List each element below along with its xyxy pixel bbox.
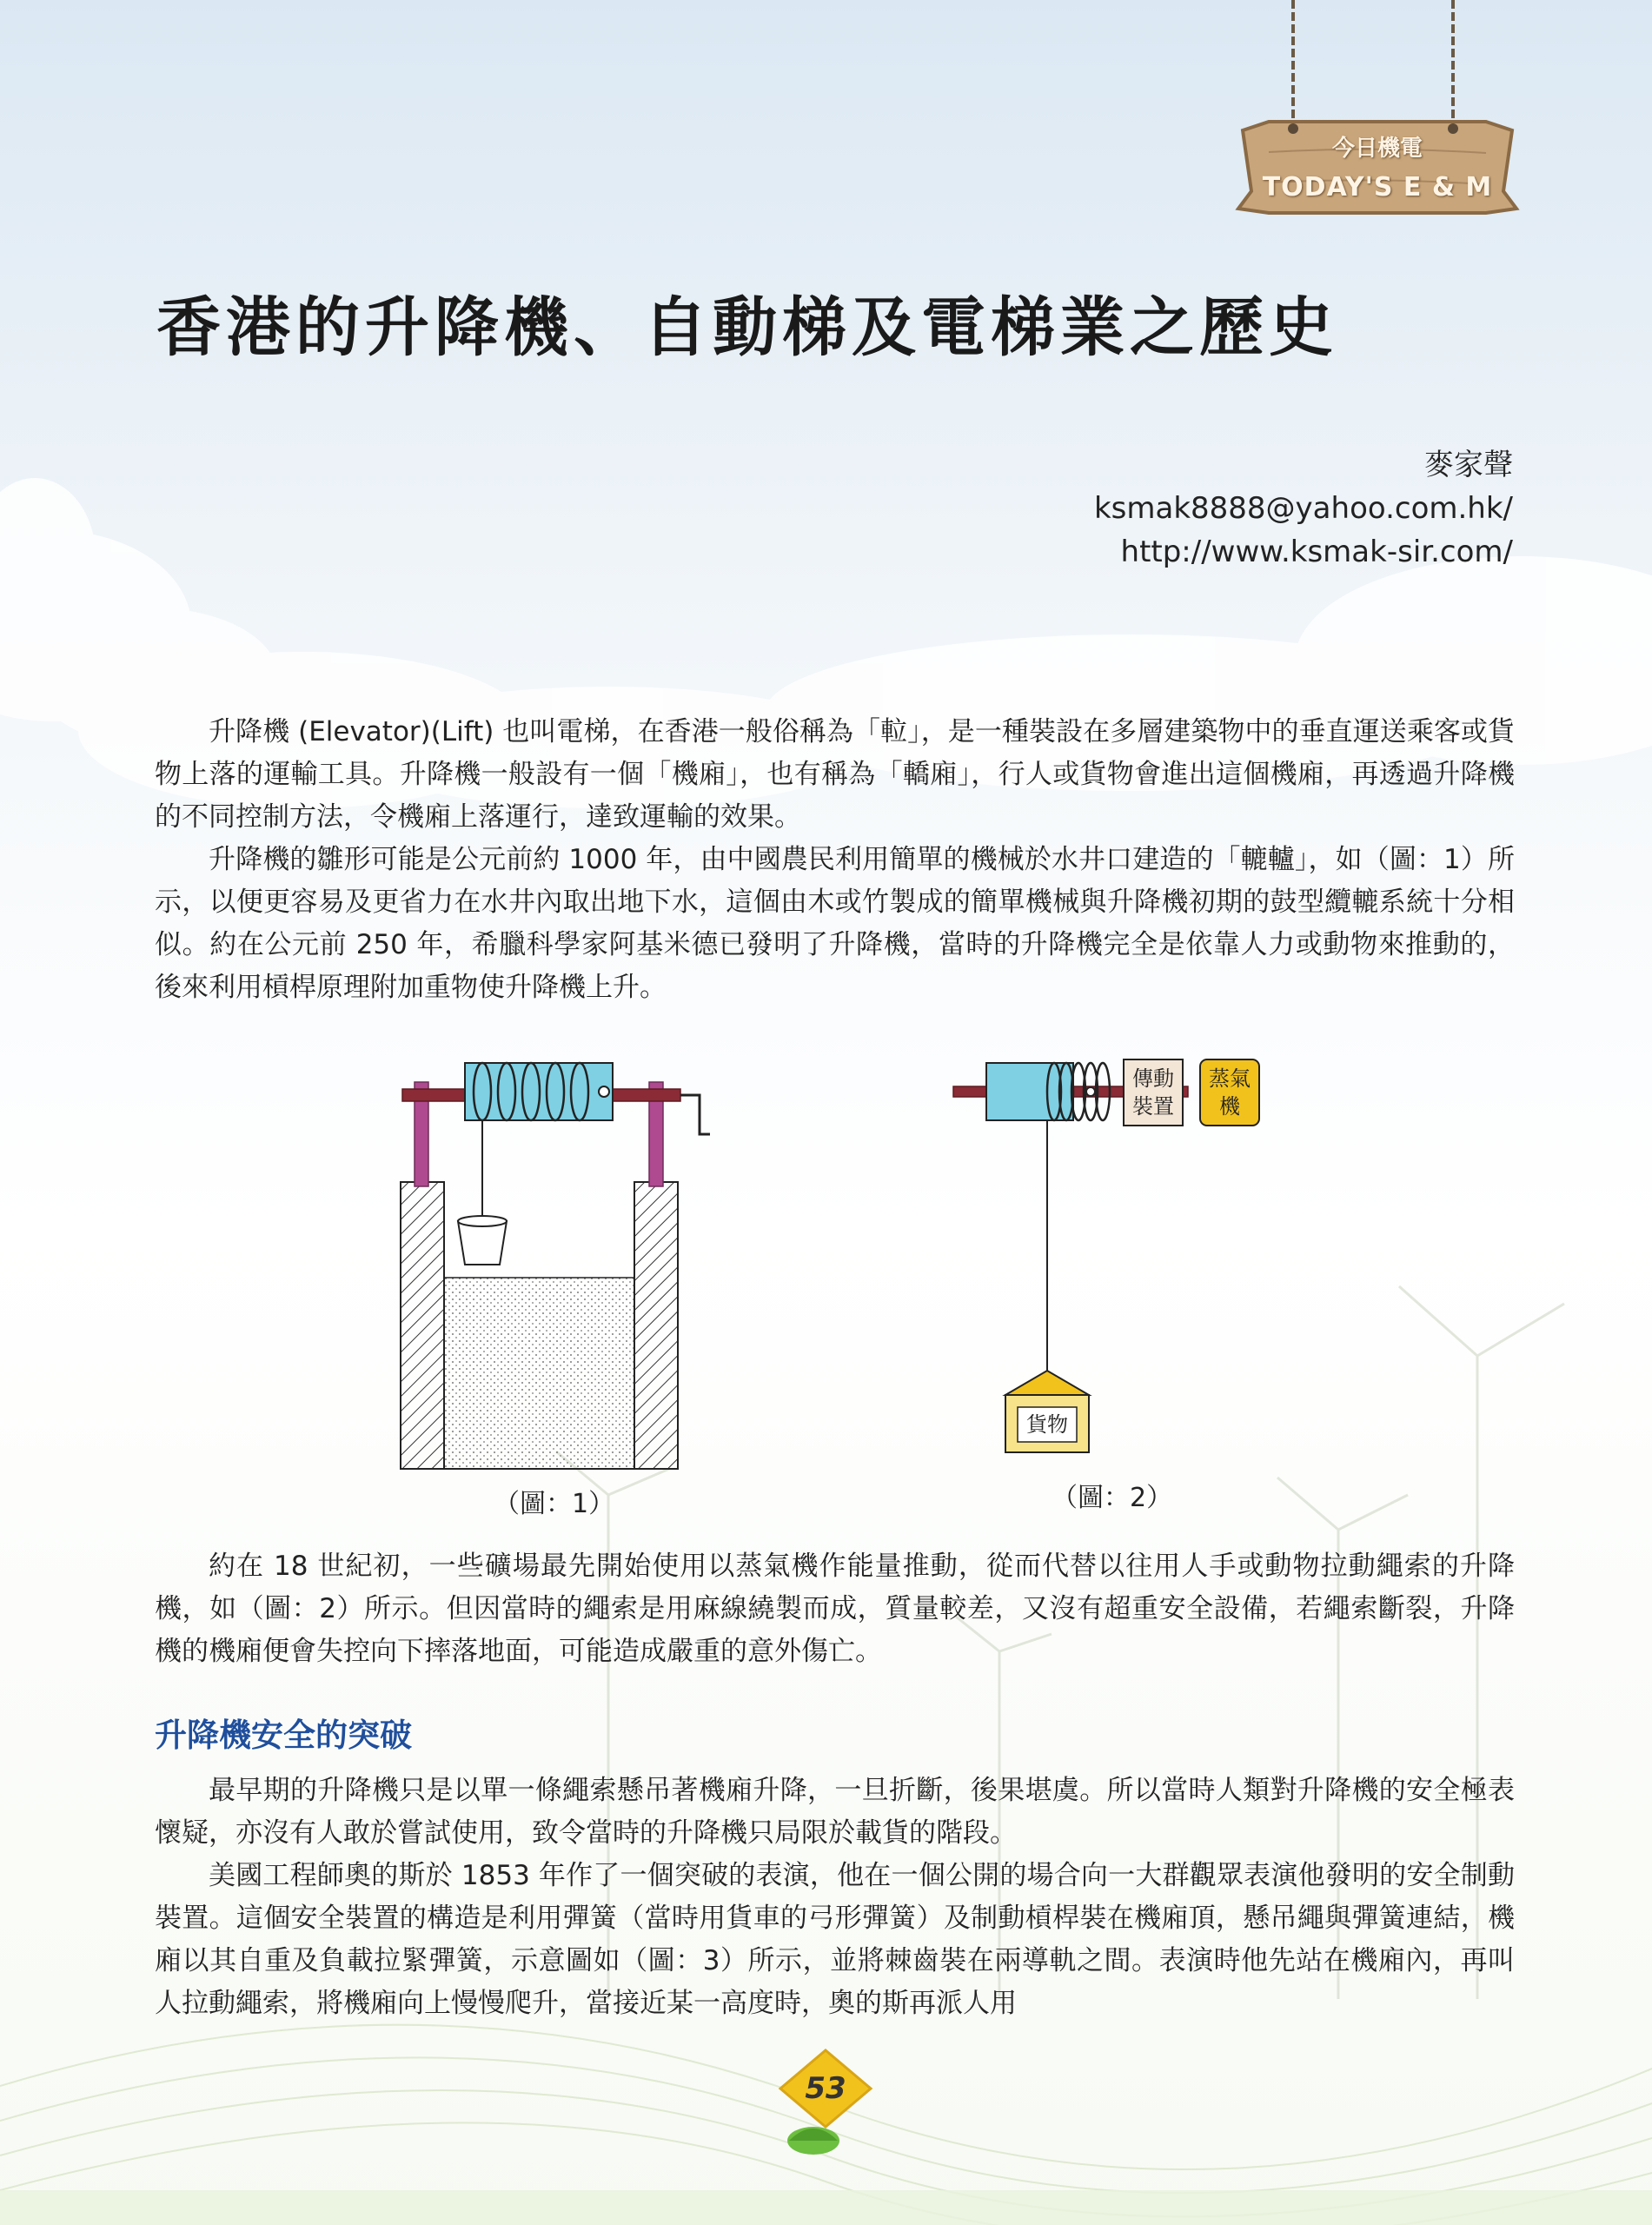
sign-title-chinese: 今日機電 [1331,136,1423,162]
paragraph-3: 約在 18 世紀初，一些礦場最先開始使用以蒸氣機作能量推動，從而代替以往用人手或動物拉動繩索的升降機，如（圖：2）所示。但因當時的繩索是用麻線繞製而成，質量較差，又沒有超重安全設備，若繩索斷裂，升降機的機廂便會失控向下摔落地面，可能造成嚴重的意外傷亡。 [155,1551,1515,1667]
author-block [1094,443,1513,574]
figure-1-windlass-well [395,1047,726,1482]
paragraph-1: 升降機 (Elevator)(Lift) 也叫電梯，在香港一般俗稱為「𨋢」，是一種裝設在多層建築物中的垂直運送乘客或貨物上落的運輸工具。升降機一般設有一個「機廂」，也有稱為「轎廂」，行人或貨物會進出這個機廂，再透過升降機的不同控制方法，令機廂上落運行，達致運輸的效果。 [155,716,1515,833]
author-email: ksmak8888@yahoo.com.hk/ [1093,491,1513,526]
paragraph-4: 最早期的升降機只是以單一條繩索懸吊著機廂升降，一旦折斷，後果堪虞。所以當時人類對升降機的安全極表懷疑，亦沒有人敢於嘗試使用，致令當時的升降機只局限於載貨的階段。 [155,1775,1515,1849]
steam-engine-label-line2: 機 [1219,1094,1240,1119]
figure-2-caption: （圖：2） [1052,1483,1173,1513]
figure-1-caption: （圖：1） [494,1489,615,1519]
safety-paragraphs [155,1770,1515,2025]
author-name: 麥家聲 [1424,448,1513,482]
article-title: 香港的升降機、自動梯及電梯業之歷史 [156,290,1338,365]
transmission-label-line1: 傳動 [1132,1066,1174,1091]
steam-engine-label-line1: 蒸氣 [1209,1066,1251,1091]
paragraph-2: 升降機的雛形可能是公元前約 1000 年，由中國農民利用簡單的機械於水井口建造的「轆轤」，如（圖：1）所示，以便更容易及更省力在水井內取出地下水，這個由木或竹製成的簡單機械與升降機初期的鼓型纜轆系統十分相似。約在公元前 250 年，希臘科學家阿基米德已發明了升降機，當時的升降機完全是依靠人力或動物來推動的，後來利用槓桿原理附加重物使升降機上升。 [155,844,1515,1003]
transmission-label-line2: 裝置 [1132,1094,1174,1119]
page-number: 53 [805,2071,846,2106]
paragraph-3-block [155,1545,1515,1673]
paragraph-5: 美國工程師奧的斯於 1853 年作了一個突破的表演，他在一個公開的場合向一大群觀眾表演他發明的安全制動裝置。這個安全裝置的構造是利用彈簧（當時用貨車的弓形彈簧）及制動槓桿裝在機廂頂，懸吊繩與彈簧連結，機廂以其自重及負載拉緊彈簧，示意圖如（圖：3）所示，並將棘齒裝在兩導軌之間。表演時他先站在機廂內，再叫人拉動繩索，將機廂向上慢慢爬升，當接近某一高度時，奧的斯再派人用 [155,1860,1515,2019]
cargo-label: 貨物 [1026,1412,1068,1437]
figure-2-steam-hoist [952,1047,1264,1473]
sign-title-english: TODAY'S E & M [1262,172,1493,203]
section-heading: 升降機安全的突破 [155,1717,412,1754]
author-url[interactable]: http://www.ksmak-sir.com/ [1120,535,1513,569]
intro-paragraphs [155,711,1515,1009]
